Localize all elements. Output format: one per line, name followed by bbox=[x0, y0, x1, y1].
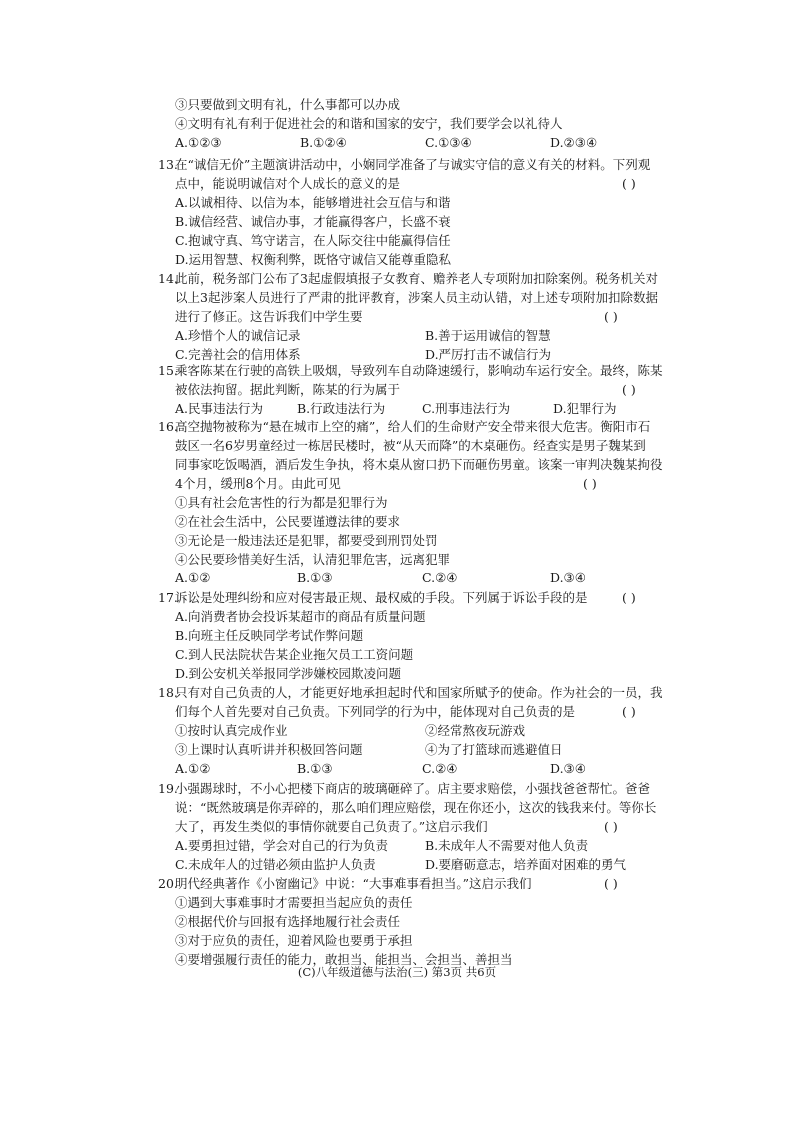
top-item-3: ③只要做到文明有礼，什么事都可以办成 bbox=[175, 97, 401, 112]
q16-stem-line-4: 4个月，缓刑8个月。由此可见 bbox=[175, 476, 341, 491]
q14-stem-line-3: 进行了修正。这告诉我们中学生要 bbox=[175, 309, 363, 324]
q14-option-b: B.善于运用诚信的智慧 bbox=[425, 328, 551, 343]
q15-option-a: A.民事违法行为 bbox=[175, 401, 264, 416]
q18-item-2: ②经常熬夜玩游戏 bbox=[425, 723, 526, 738]
q16-option-a: A.①② bbox=[175, 570, 211, 585]
q15-stem-line-1: 乘客陈某在行驶的高铁上吸烟，导致列车自动降速缓行，影响动车运行安全。最终，陈某 bbox=[175, 363, 663, 378]
q16-item-4: ④公民要珍惜美好生活，认清犯罪危害，远离犯罪 bbox=[175, 552, 451, 567]
q15-number: 15. bbox=[158, 363, 178, 378]
q14-stem-line-2: 以上3起涉案人员进行了严肃的批评教育，涉案人员主动认错，对上述专项附加扣除数据 bbox=[175, 290, 658, 305]
top-option-a: A.①②③ bbox=[175, 135, 222, 150]
q13-stem-line-1: 在“诚信无价”主题演讲活动中，小娴同学准备了与诚实守信的意义有关的材料。下列观 bbox=[175, 157, 651, 172]
q18-option-d: D.③④ bbox=[550, 761, 586, 776]
q16-item-3: ③无论是一般违法还是犯罪，都要受到刑罚处罚 bbox=[175, 533, 438, 548]
q15-stem-line-2: 被依法拘留。据此判断，陈某的行为属于 bbox=[175, 382, 401, 397]
q18-option-c: C.②④ bbox=[422, 761, 458, 776]
q19-option-d: D.要磨砺意志，培养面对困难的勇气 bbox=[425, 857, 627, 872]
q18-item-4: ④为了打篮球而逃避值日 bbox=[425, 742, 563, 757]
q20-item-2: ②根据代价与回报有选择地履行社会责任 bbox=[175, 914, 401, 929]
q19-stem-line-2: 说：“既然玻璃是你弄碎的，那么咱们理应赔偿，现在你还小，这次的钱我来付。等你长 bbox=[175, 800, 657, 815]
q15-option-d: D.犯罪行为 bbox=[553, 401, 617, 416]
q17-answer-paren: ( ) bbox=[622, 590, 636, 605]
q17-stem-line-1: 诉讼是处理纠纷和应对侵害最正规、最权威的手段。下列属于诉讼手段的是 bbox=[175, 590, 588, 605]
q13-stem-line-2: 点中，能说明诚信对个人成长的意义的是 bbox=[175, 176, 401, 191]
q17-option-a: A.向消费者协会投诉某超市的商品有质量问题 bbox=[175, 609, 426, 624]
q19-option-a: A.要勇担过错，学会对自己的行为负责 bbox=[175, 838, 389, 853]
q14-option-c: C.完善社会的信用体系 bbox=[175, 347, 301, 362]
q16-answer-paren: ( ) bbox=[583, 476, 597, 491]
q13-number: 13. bbox=[158, 157, 178, 172]
top-option-d: D.②③④ bbox=[550, 135, 598, 150]
q14-number: 14. bbox=[158, 271, 178, 286]
q18-item-1: ①按时认真完成作业 bbox=[175, 723, 288, 738]
q16-option-b: B.①③ bbox=[297, 570, 333, 585]
q16-stem-line-3: 同事家吃饭喝酒，酒后发生争执，将木桌从窗口扔下而砸伤男童。该案一审判决魏某拘役 bbox=[175, 457, 663, 472]
q16-option-d: D.③④ bbox=[550, 570, 586, 585]
q17-option-c: C.到人民法院状告某企业拖欠员工工资问题 bbox=[175, 647, 414, 662]
q19-answer-paren: ( ) bbox=[604, 819, 618, 834]
q16-number: 16. bbox=[158, 419, 178, 434]
top-option-c: C.①③④ bbox=[425, 135, 472, 150]
q16-option-c: C.②④ bbox=[422, 570, 458, 585]
q15-option-b: B.行政违法行为 bbox=[297, 401, 386, 416]
q18-stem-line-2: 们每个人首先要对自己负责。下列同学的行为中，能体现对自己负责的是 bbox=[175, 704, 576, 719]
q16-item-2: ②在社会生活中，公民要谨遵法律的要求 bbox=[175, 514, 401, 529]
q18-item-3: ③上课时认真听讲并积极回答问题 bbox=[175, 742, 363, 757]
q13-option-a: A.以诚相待、以信为本，能够增进社会互信与和谐 bbox=[175, 195, 451, 210]
q17-option-b: B.向班主任反映同学考试作弊问题 bbox=[175, 628, 364, 643]
top-item-4: ④文明有礼有利于促进社会的和谐和国家的安宁，我们要学会以礼待人 bbox=[175, 116, 563, 131]
q18-stem-line-1: 只有对自己负责的人，才能更好地承担起时代和国家所赋予的使命。作为社会的一员，我 bbox=[175, 685, 663, 700]
top-option-b: B.①②④ bbox=[300, 135, 347, 150]
q15-option-c: C.刑事违法行为 bbox=[422, 401, 511, 416]
q19-stem-line-3: 大了，再发生类似的事情你就要自己负责了。”这启示我们 bbox=[175, 819, 488, 834]
q16-item-1: ①具有社会危害性的行为都是犯罪行为 bbox=[175, 495, 388, 510]
q15-answer-paren: ( ) bbox=[622, 382, 636, 397]
q14-option-d: D.严厉打击不诚信行为 bbox=[425, 347, 552, 362]
q19-stem-line-1: 小强踢球时，不小心把楼下商店的玻璃砸碎了。店主要求赔偿，小强找爸爸帮忙。爸爸 bbox=[175, 781, 651, 796]
q20-answer-paren: ( ) bbox=[604, 876, 618, 891]
q16-stem-line-2: 鼓区一名6岁男童经过一栋居民楼时，被“从天而降”的木桌砸伤。经查实是男子魏某到 bbox=[175, 438, 646, 453]
q13-answer-paren: ( ) bbox=[622, 176, 636, 191]
q16-stem-line-1: 高空抛物被称为“悬在城市上空的痛”，给人们的生命财产安全带来很大危害。衡阳市石 bbox=[175, 419, 651, 434]
q18-number: 18. bbox=[158, 685, 178, 700]
q19-option-c: C.未成年人的过错必须由监护人负责 bbox=[175, 857, 376, 872]
q20-item-1: ①遇到大事难事时才需要担当起应负的责任 bbox=[175, 895, 413, 910]
q18-option-a: A.①② bbox=[175, 761, 211, 776]
q19-option-b: B.未成年人不需要对他人负责 bbox=[425, 838, 589, 853]
q19-number: 19. bbox=[158, 781, 178, 796]
page-footer: (C)八年级道德与法治(三) 第3页 共6页 bbox=[297, 965, 497, 979]
q18-answer-paren: ( ) bbox=[622, 704, 636, 719]
q14-answer-paren: ( ) bbox=[604, 309, 618, 324]
q17-number: 17. bbox=[158, 590, 178, 605]
q20-stem-line-1: 明代经典著作《小窗幽记》中说：“大事难事看担当。”这启示我们 bbox=[175, 876, 532, 891]
q13-option-c: C.抱诚守真、笃守诺言，在人际交往中能赢得信任 bbox=[175, 233, 451, 248]
q17-option-d: D.到公安机关举报同学涉嫌校园欺凌问题 bbox=[175, 666, 402, 681]
q20-item-3: ③对于应负的责任，迎着风险也要勇于承担 bbox=[175, 933, 413, 948]
q20-number: 20. bbox=[158, 876, 178, 891]
q13-option-b: B.诚信经营、诚信办事，才能赢得客户，长盛不衰 bbox=[175, 214, 451, 229]
q20-item-4: ④要增强履行责任的能力，敢担当、能担当、会担当、善担当 bbox=[175, 952, 513, 967]
q14-option-a: A.珍惜个人的诚信记录 bbox=[175, 328, 301, 343]
q14-stem-line-1: 此前，税务部门公布了3起虚假填报子女教育、赡养老人专项附加扣除案例。税务机关对 bbox=[175, 271, 658, 286]
q18-option-b: B.①③ bbox=[297, 761, 333, 776]
q13-option-d: D.运用智慧、权衡利弊，既恪守诚信又能尊重隐私 bbox=[175, 252, 452, 267]
